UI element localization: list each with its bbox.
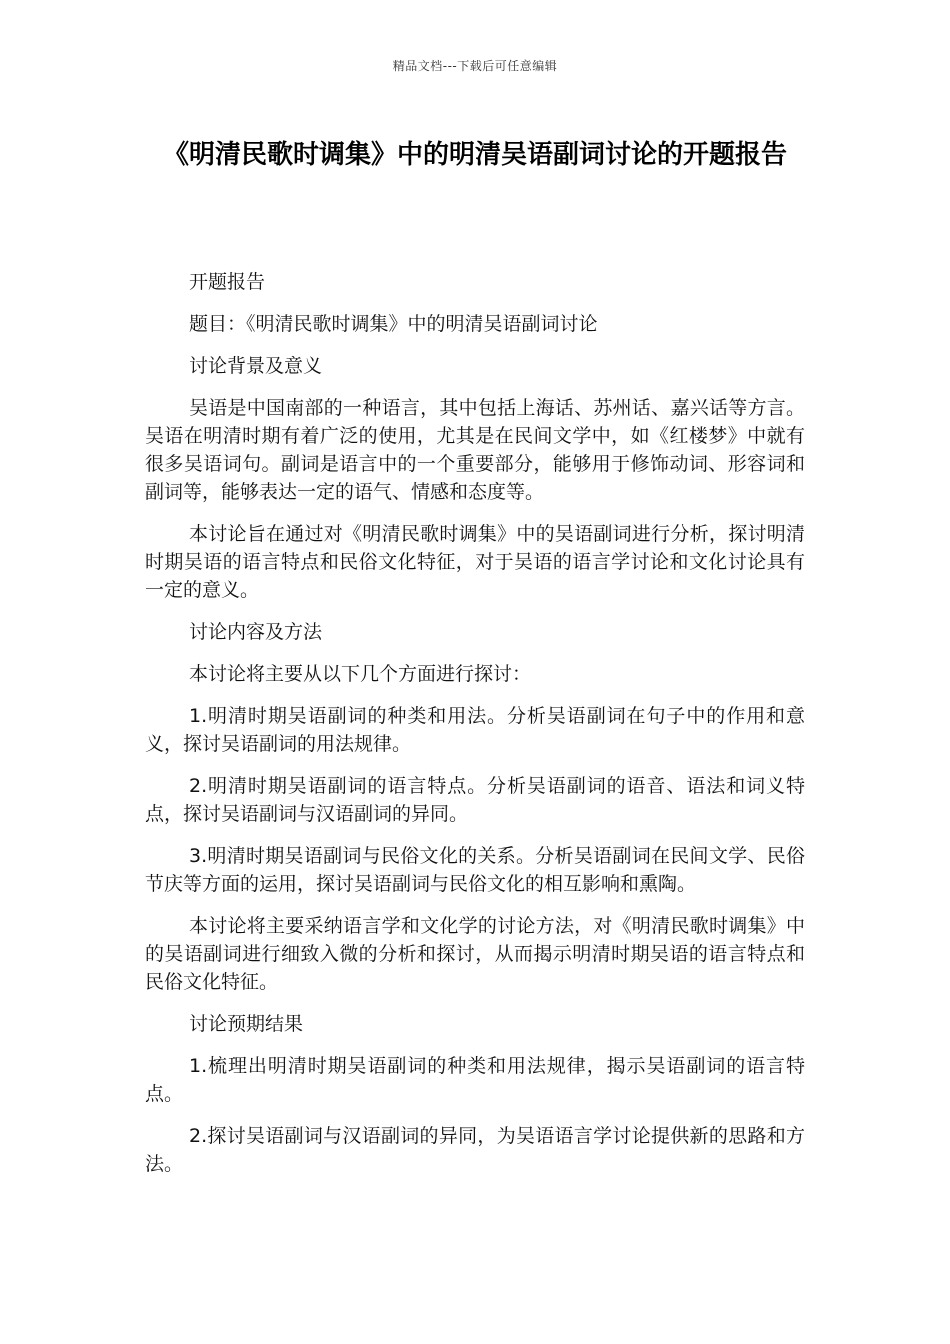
section-heading: 讨论内容及方法: [189, 621, 323, 643]
list-item: 1.明清时期吴语副词的种类和用法。分析吴语副词在句子中的作用和意义，探讨吴语副词的用法规律。: [145, 705, 805, 755]
body-paragraph: 吴语是中国南部的一种语言，其中包括上海话、苏州话、嘉兴话等方言。吴语在明清时期有着广泛的使用，尤其是在民间文学中，如《红楼梦》中就有很多吴语词句。副词是语言中的一个重要部分，能够用于修饰动词、形容词和副词等，能够表达一定的语气、情感和态度等。: [145, 397, 805, 503]
list-item: 2.明清时期吴语副词的语言特点。分析吴语副词的语音、语法和词义特点，探讨吴语副词与汉语副词的异同。: [145, 775, 805, 825]
body-paragraph: 本讨论将主要采纳语言学和文化学的讨论方法，对《明清民歌时调集》中的吴语副词进行细致入微的分析和探讨，从而揭示明清时期吴语的语言特点和民俗文化特征。: [145, 915, 805, 993]
list-item: 3.明清时期吴语副词与民俗文化的关系。分析吴语副词在民间文学、民俗节庆等方面的运用，探讨吴语副词与民俗文化的相互影响和熏陶。: [145, 845, 805, 895]
section-heading: 讨论背景及意义: [189, 355, 323, 377]
list-item: 1.梳理出明清时期吴语副词的种类和用法规律，揭示吴语副词的语言特点。: [145, 1055, 805, 1105]
body-paragraph: 本讨论旨在通过对《明清民歌时调集》中的吴语副词进行分析，探讨明清时期吴语的语言特点和民俗文化特征，对于吴语的语言学讨论和文化讨论具有一定的意义。: [145, 523, 805, 601]
body-paragraph: 本讨论将主要从以下几个方面进行探讨：: [189, 663, 532, 685]
document-body: [145, 268, 805, 1192]
section-label: 开题报告: [189, 271, 266, 293]
topic-line: 题目：《明清民歌时调集》中的明清吴语副词讨论: [189, 313, 598, 335]
document-title: 《明清民歌时调集》中的明清吴语副词讨论的开题报告: [162, 140, 787, 170]
list-item: 2.探讨吴语副词与汉语副词的异同，为吴语语言学讨论提供新的思路和方法。: [145, 1125, 805, 1175]
header-note: 精品文档---下载后可任意编辑: [392, 59, 558, 73]
section-heading: 讨论预期结果: [189, 1013, 304, 1035]
